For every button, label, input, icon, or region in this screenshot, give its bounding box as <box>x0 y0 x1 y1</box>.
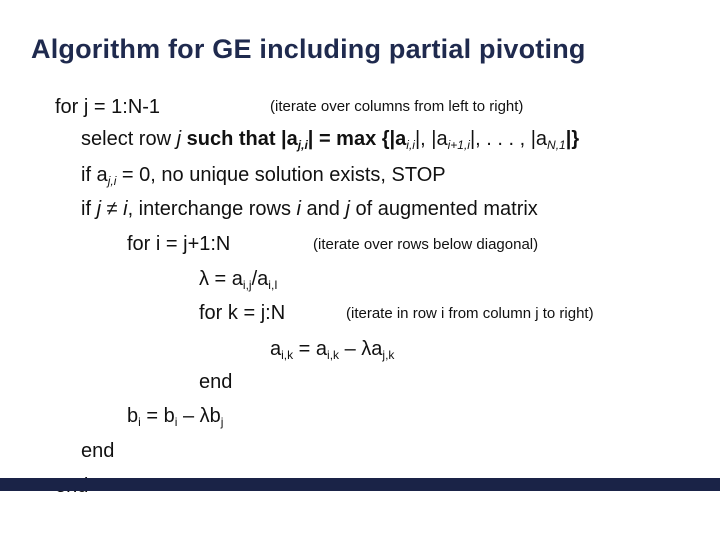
text: |, . . . , |a <box>469 128 548 150</box>
subscript: i <box>138 415 141 429</box>
slide-title: Algorithm for GE including partial pivoting <box>31 34 586 64</box>
text: /a <box>251 268 269 290</box>
code-for-j: for j = 1:N-1 <box>55 96 161 118</box>
text: – λb <box>177 405 221 427</box>
var-j: j <box>96 198 102 220</box>
var-i: i <box>296 198 301 220</box>
subscript: i,i <box>406 138 415 152</box>
code-for-i: for i = j+1:N <box>127 233 231 255</box>
line-end-k <box>199 370 232 394</box>
text: | = max {|a <box>307 128 407 150</box>
text: = b <box>140 405 175 427</box>
footer-bar <box>0 478 720 491</box>
line-for-k <box>199 301 285 325</box>
line-select-row <box>81 127 579 151</box>
line-for-i <box>127 232 230 256</box>
subscript: i,j <box>242 278 252 292</box>
code-for-k: for k = j:N <box>199 302 286 324</box>
text: and <box>301 198 346 220</box>
text: b <box>127 405 139 427</box>
code-end: end <box>199 371 233 393</box>
subscript: j <box>220 415 224 429</box>
var-j: j <box>176 128 182 150</box>
subscript: i,I <box>268 278 278 292</box>
text: λ = a <box>199 268 243 290</box>
line-interchange <box>81 197 538 221</box>
text: if a <box>81 164 108 186</box>
line-end-i <box>81 439 114 463</box>
text: |, |a <box>414 128 448 150</box>
subscript: j,i <box>107 174 117 188</box>
subscript: N,1 <box>547 138 566 152</box>
subscript: j,i <box>297 138 308 152</box>
text: if <box>81 198 97 220</box>
subscript: i+1,i <box>447 138 470 152</box>
line-update-a <box>270 337 394 361</box>
subscript: i <box>174 415 178 429</box>
subscript: i,k <box>281 348 294 362</box>
text: such that |a <box>181 128 298 150</box>
text: , interchange rows <box>127 198 297 220</box>
var-j: j <box>345 198 350 220</box>
text: = 0, no unique solution exists, STOP <box>116 164 446 186</box>
code-end: end <box>81 440 115 462</box>
text: ≠ <box>101 198 124 220</box>
note-rows: (iterate over rows below diagonal) <box>313 236 539 253</box>
text: = a <box>293 338 328 360</box>
subscript: j,k <box>382 348 395 362</box>
note-row-i: (iterate in row i from column j to right) <box>346 305 594 322</box>
line-update-b <box>127 404 223 428</box>
note-columns: (iterate over columns from left to right) <box>270 98 524 115</box>
var-i: i <box>123 198 128 220</box>
text: |} <box>565 128 580 150</box>
line-for-j <box>55 95 160 119</box>
text: – λa <box>339 338 383 360</box>
subscript: i,k <box>327 348 340 362</box>
line-lambda <box>199 267 278 291</box>
text: select row <box>81 128 177 150</box>
text: of augmented matrix <box>349 198 538 220</box>
text: a <box>270 338 282 360</box>
line-if-zero <box>81 163 446 187</box>
